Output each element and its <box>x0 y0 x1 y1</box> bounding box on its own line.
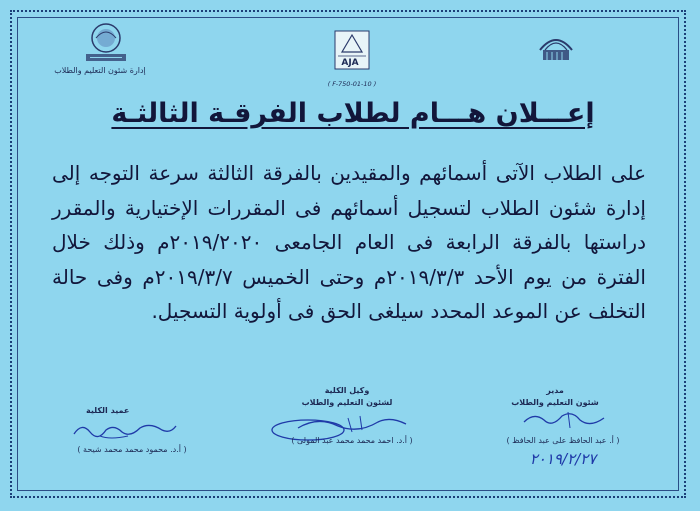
vice-dean-name: ( أ.د. احمد محمد محمد عبد المولى ) <box>291 436 413 445</box>
director-signature-block <box>490 385 620 409</box>
aja-logo-text: AJA <box>341 58 359 68</box>
director-title: مدير <box>546 386 564 395</box>
dean-handwritten-signature <box>70 418 180 442</box>
director-name: ( أ. عبد الحافظ على عبد الحافظ ) <box>506 436 620 445</box>
director-handwritten-signature <box>520 408 610 434</box>
dean-name-block <box>62 445 202 454</box>
dean-title: عميد الكلية <box>86 406 130 415</box>
vice-dean-signature-block <box>282 385 412 409</box>
director-subtitle: شئون التعليم والطلاب <box>511 398 599 407</box>
announcement-body: على الطلاب الآتى أسمائهم والمقيدين بالفرقة الثالثة سرعة التوجه إلى إدارة شئون الطلاب لتسجيل أسمائهم فى المقررات الإختيارية والمقرر دراستها بالفرقة الرابعة فى العام الجامعى ٢٠١٩/٢٠٢٠م وذلك خلال الفترة من يوم الأحد ٢٠١٩/٣/٣م وحتى الخميس ٢٠١٩/٣/٧م وفى حالة التخلف عن الموعد المحدد سيلغى الحق فى أولوية التسجيل. <box>52 161 646 323</box>
dean-name: ( أ.د. محمود محمد محمد شيحة ) <box>77 445 187 454</box>
form-code: ( F-750-01-10 ) <box>327 80 377 88</box>
vice-dean-title: وكيل الكلية <box>324 386 370 395</box>
department-logo <box>82 20 130 64</box>
handwritten-date: ٢٠١٩/٢/٢٧ <box>529 450 597 468</box>
department-name: إدارة شئون التعليم والطلاب <box>54 66 146 75</box>
university-logo <box>537 30 575 64</box>
announcement-title: إعـــلان هـــام لطلاب الفرقـة الثالثـة <box>111 98 595 129</box>
dean-signature-block <box>60 405 210 417</box>
director-name-block <box>478 436 648 445</box>
vice-dean-subtitle: لشئون التعليم والطلاب <box>301 398 393 407</box>
vice-dean-name-block <box>272 436 432 445</box>
